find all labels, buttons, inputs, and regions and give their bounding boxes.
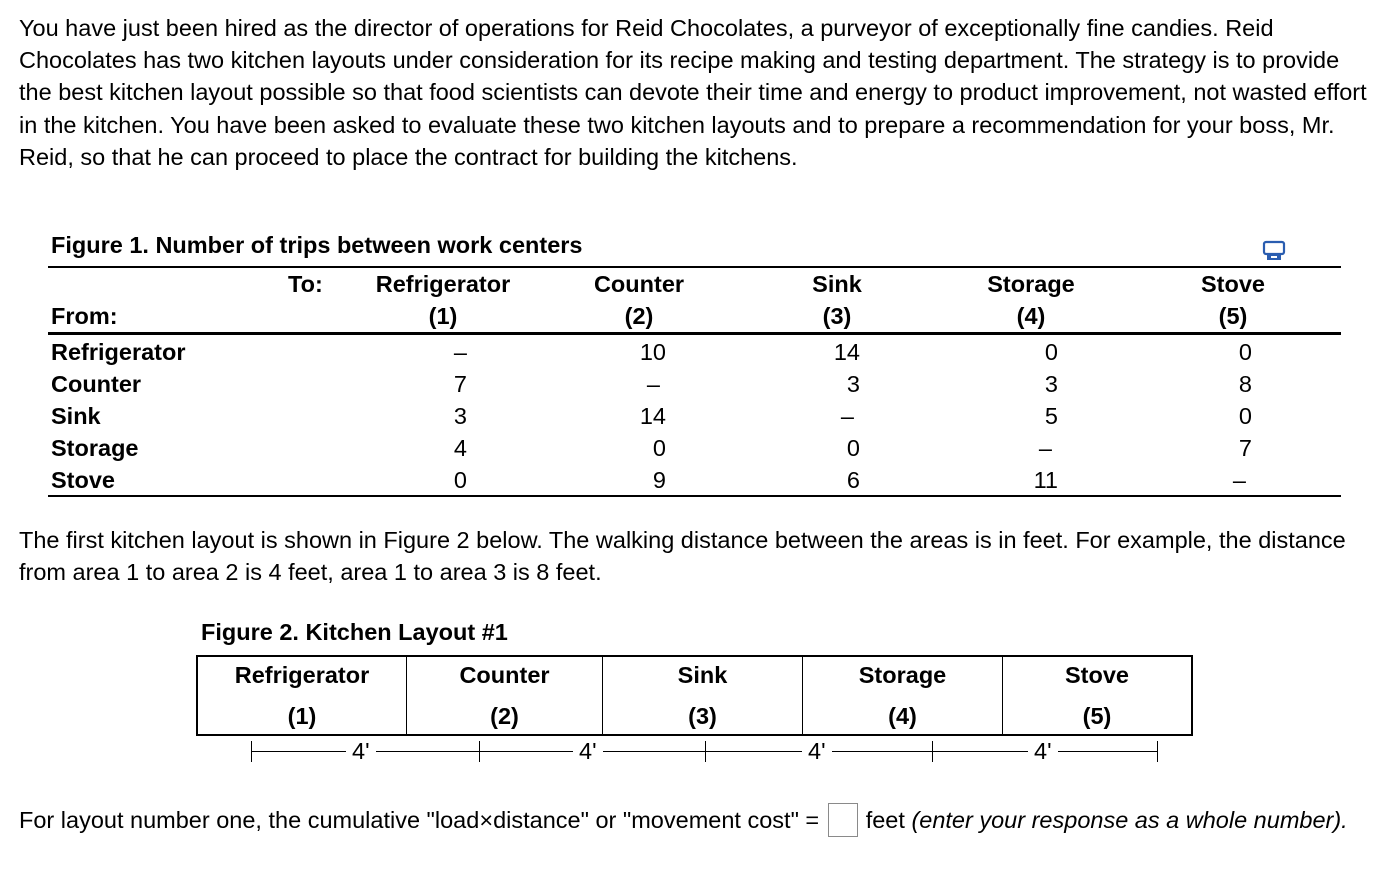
layout-area-storage [803, 657, 1003, 734]
area-name: Refrigerator [234, 661, 370, 688]
col-header-num: (4) [1016, 303, 1046, 329]
distance-tick [479, 741, 480, 762]
movement-cost-answer-input[interactable] [828, 803, 858, 837]
table-cell: 0 [1238, 403, 1252, 429]
area-num: (5) [1082, 702, 1112, 729]
col-header-refrigerator: Refrigerator [375, 271, 511, 297]
table-cell: 3 [846, 371, 860, 397]
area-num: (4) [888, 702, 917, 729]
times-symbol: × [479, 807, 494, 833]
layout-area-refrigerator [198, 657, 407, 734]
table-top-rule [48, 266, 1341, 268]
distance-label: 4' [802, 737, 832, 765]
table-cell: 10 [639, 339, 666, 365]
table-cell: 4 [453, 435, 467, 461]
table-bottom-rule [48, 495, 1341, 497]
distance-tick [932, 741, 933, 762]
layout-description: The first kitchen layout is shown in Figure 2 below. The walking distance between the areas is in feet. For example, the distance from area 1 to area 2 is 4 feet, area 1 to area 3 is 8 feet. [19, 527, 1346, 586]
answer-unit: feet [865, 807, 905, 833]
layout-area-stove [1003, 657, 1191, 734]
table-header-rule [48, 332, 1341, 335]
area-name: Sink [677, 661, 728, 688]
question-prefix: For layout number one, the cumulative "load [19, 807, 480, 833]
distance-tick [251, 741, 252, 762]
table-cell: 0 [1044, 339, 1058, 365]
row-label-stove: Stove [51, 467, 115, 493]
distance-tick [705, 741, 706, 762]
table-cell: 7 [453, 371, 467, 397]
table-cell: – [453, 339, 467, 365]
distance-label: 4' [1028, 737, 1058, 765]
table-cell: 0 [652, 435, 666, 461]
intro-paragraph: You have just been hired as the director of operations for Reid Chocolates, a purveyor of exceptionally fine candies. Reid Chocolates has two kitchen layouts under consideration for its recipe making and testing department. The strategy is to provide the best kitchen layout possible so that food scientists can devote their time and energy to product improvement, not wasted effort in the kitchen. You have been asked to evaluate these two kitchen layouts and to prepare a recommendation for your boss, Mr. Reid, so that he can proceed to place the contract for building the kitchens. [19, 15, 1367, 170]
col-header-num: (3) [822, 303, 852, 329]
area-num: (2) [490, 702, 519, 729]
table-cell: 5 [1044, 403, 1058, 429]
answer-hint: (enter your response as a whole number). [911, 807, 1348, 833]
distance-label: 4' [346, 737, 376, 765]
table-cell: – [1232, 467, 1246, 493]
table-cell: 11 [1033, 467, 1058, 493]
table-cell: 6 [846, 467, 860, 493]
col-header-num: (2) [624, 303, 654, 329]
from-label: From: [51, 303, 118, 329]
kitchen-layout-diagram [196, 655, 1193, 736]
table-cell: 0 [846, 435, 860, 461]
area-num: (3) [688, 702, 717, 729]
table-cell: 3 [453, 403, 467, 429]
col-header-stove: Stove [1201, 271, 1265, 297]
row-label-sink: Sink [51, 403, 101, 429]
table-cell: – [840, 403, 854, 429]
row-label-refrigerator: Refrigerator [51, 339, 186, 365]
copy-table-icon[interactable] [1262, 240, 1288, 262]
table-cell: – [646, 371, 660, 397]
figure2-title: Figure 2. Kitchen Layout #1 [201, 619, 508, 645]
question-middle: distance" or "movement cost" = [493, 807, 820, 833]
col-header-counter: Counter [593, 271, 685, 297]
layout-area-counter [407, 657, 603, 734]
area-name: Counter [459, 661, 550, 688]
layout-area-sink [603, 657, 803, 734]
table-cell: 14 [833, 339, 860, 365]
table-cell: 9 [652, 467, 666, 493]
col-header-sink: Sink [812, 271, 862, 297]
table-cell: 0 [1238, 339, 1252, 365]
table-cell: 3 [1044, 371, 1058, 397]
figure1-title: Figure 1. Number of trips between work centers [51, 232, 583, 258]
table-cell: 14 [639, 403, 666, 429]
table-cell: 0 [453, 467, 467, 493]
col-header-num: (1) [428, 303, 458, 329]
table-cell: 8 [1238, 371, 1252, 397]
col-header-storage: Storage [987, 271, 1075, 297]
row-label-storage: Storage [51, 435, 139, 461]
col-header-num: (5) [1218, 303, 1248, 329]
table-cell: 7 [1238, 435, 1252, 461]
area-name: Stove [1065, 661, 1129, 688]
distance-label: 4' [573, 737, 603, 765]
to-label: To: [288, 271, 323, 297]
area-num: (1) [287, 702, 317, 729]
distance-scale-line [251, 751, 1157, 752]
distance-tick [1157, 741, 1158, 762]
question-line [19, 801, 1379, 841]
area-name: Storage [858, 661, 947, 688]
row-label-counter: Counter [51, 371, 142, 397]
table-cell: – [1038, 435, 1052, 461]
